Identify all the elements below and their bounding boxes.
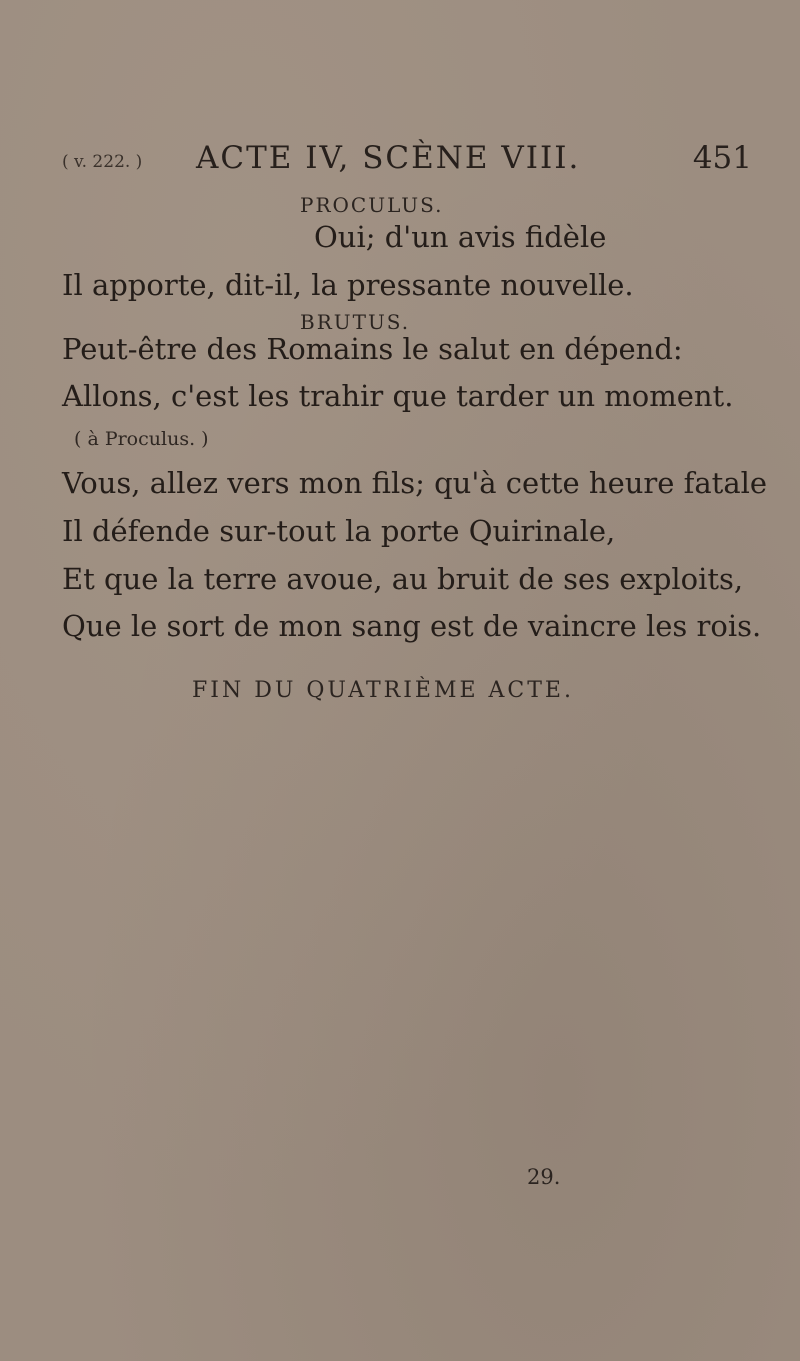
verse-reference: ( v. 222. ) <box>62 152 143 172</box>
printer-signature: 29. <box>527 1165 561 1189</box>
speaker-brutus: BRUTUS. <box>300 310 411 334</box>
running-title: ACTE IV, SCÈNE VIII. <box>196 140 581 176</box>
speaker-proculus: PROCULUS. <box>300 193 444 217</box>
verse-line-4: Allons, c'est les trahir que tarder un moment. <box>62 379 734 413</box>
verse-line-8: Que le sort de mon sang est de vaincre les rois. <box>62 609 762 643</box>
stage-direction: ( à Proculus. ) <box>74 428 209 450</box>
verse-line-3: Peut-être des Romains le salut en dépend: <box>62 332 683 366</box>
verse-line-2: Il apporte, dit-il, la pressante nouvelle. <box>62 268 634 302</box>
act-end-title: FIN DU QUATRIÈME ACTE. <box>192 678 574 703</box>
verse-line-6: Il défende sur-tout la porte Quirinale, <box>62 514 616 548</box>
verse-line-5: Vous, allez vers mon fils; qu'à cette heure fatale <box>62 466 768 500</box>
verse-line-1: Oui; d'un avis fidèle <box>314 220 607 254</box>
page-header <box>62 140 752 190</box>
page-number: 451 <box>692 140 752 176</box>
verse-line-7: Et que la terre avoue, au bruit de ses exploits, <box>62 562 744 596</box>
